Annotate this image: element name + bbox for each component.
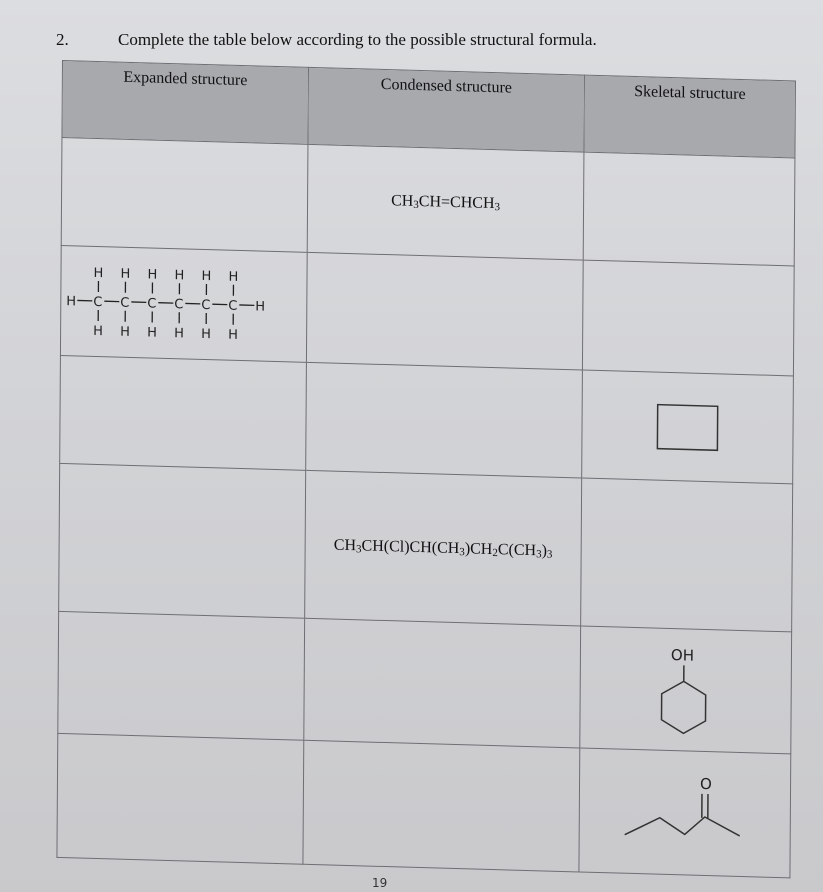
- cyclobutane-skeletal: [647, 396, 727, 458]
- svg-text:H: H: [93, 323, 103, 340]
- cell-condensed-4: [305, 470, 582, 626]
- svg-text:H: H: [228, 269, 239, 285]
- cell-condensed-5[interactable]: [304, 618, 581, 748]
- svg-text:H: H: [93, 265, 104, 282]
- cell-condensed-6[interactable]: [303, 740, 580, 872]
- carbon-chain: [66, 294, 265, 315]
- cell-expanded-3[interactable]: [60, 355, 307, 470]
- table-row: [58, 611, 792, 753]
- table-row: [59, 463, 793, 631]
- table-row: [61, 138, 795, 266]
- cell-skeletal-4[interactable]: [581, 478, 793, 632]
- cell-condensed-2[interactable]: [306, 252, 583, 370]
- question-line: [56, 30, 597, 50]
- svg-text:H: H: [255, 299, 266, 315]
- cell-expanded-4[interactable]: [59, 463, 306, 618]
- table-row: [60, 245, 794, 375]
- svg-text:H: H: [66, 294, 77, 310]
- svg-text:O: O: [699, 774, 712, 793]
- condensed-formula-chloro: $CH_3CH(Cl)CH(CH_3)CH_2C(CH_3)_3$: [333, 536, 553, 561]
- butanone-skeletal: [610, 766, 761, 860]
- header-condensed: Condensed structure: [308, 67, 585, 152]
- cell-condensed-3[interactable]: [306, 362, 583, 478]
- svg-text:H: H: [120, 324, 130, 340]
- cell-expanded-5[interactable]: [58, 611, 305, 740]
- svg-text:H: H: [174, 268, 185, 284]
- structure-table: [56, 60, 796, 878]
- header-skeletal: Skeletal structure: [584, 75, 796, 158]
- cell-skeletal-2[interactable]: [582, 260, 794, 376]
- question-number: 2.: [56, 30, 69, 49]
- svg-text:C: C: [201, 297, 211, 314]
- header-expanded: Expanded structure: [62, 61, 309, 145]
- cell-condensed-1: [307, 144, 584, 260]
- svg-text:C: C: [93, 294, 103, 311]
- cyclohexanol-skeletal: [640, 639, 731, 741]
- cell-expanded-2: [60, 245, 307, 362]
- page-number: 19: [372, 876, 388, 890]
- cell-skeletal-6: [579, 748, 791, 878]
- cell-skeletal-3: [582, 370, 794, 484]
- top-hydrogens: [93, 266, 238, 285]
- svg-text:H: H: [228, 327, 238, 343]
- table-row: [57, 733, 791, 877]
- hexane-expanded-structure: [63, 260, 284, 356]
- svg-text:OH: OH: [670, 645, 695, 665]
- svg-text:C: C: [174, 297, 184, 313]
- cell-skeletal-5: [580, 626, 792, 754]
- svg-text:H: H: [147, 325, 157, 341]
- cell-expanded-6[interactable]: [57, 733, 304, 864]
- svg-text:C: C: [147, 296, 157, 312]
- svg-text:H: H: [174, 326, 184, 342]
- bottom-hydrogens: [93, 324, 238, 343]
- table-row: [60, 355, 794, 483]
- svg-text:H: H: [201, 268, 212, 285]
- cell-skeletal-1[interactable]: [583, 152, 795, 266]
- svg-text:H: H: [147, 267, 158, 283]
- svg-text:H: H: [120, 266, 131, 282]
- condensed-formula-butene: $CH_3CH=CHCH_3$: [391, 191, 501, 213]
- question-text: Complete the table below according to the possible structural formula.: [118, 30, 597, 49]
- svg-text:C: C: [228, 298, 238, 314]
- cell-expanded-1[interactable]: [61, 138, 308, 253]
- svg-text:H: H: [201, 326, 211, 343]
- svg-text:C: C: [120, 295, 130, 311]
